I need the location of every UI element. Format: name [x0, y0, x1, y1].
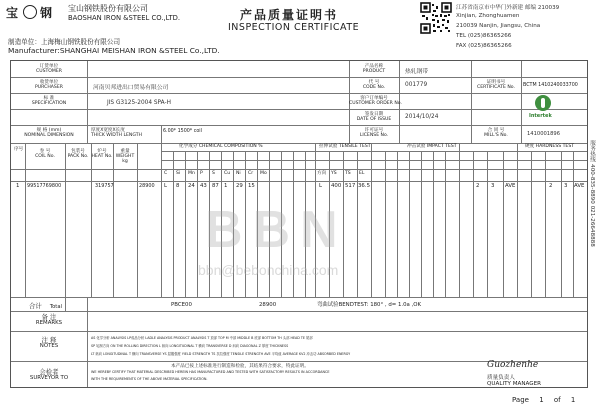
purchaser-value: 河南贝邦进出口贸易有限公司 [93, 85, 169, 91]
row-imp-ave: AVE [505, 183, 516, 189]
purchaser-label-cn: 收货单位 [39, 80, 59, 85]
address-fax: FAX (025)86365266 [456, 43, 512, 49]
product-label-en: PRODUCT [362, 69, 386, 75]
maker-en [8, 46, 220, 55]
qr-code-icon [420, 2, 452, 34]
page-indicator [512, 396, 575, 404]
mill-no-value: 1410001896 [527, 131, 561, 137]
logo-char-bao: 宝 [6, 6, 19, 20]
total-pbce: PBCE00 [171, 302, 192, 308]
remarks-label-en: REMARKS [35, 320, 63, 326]
address-line3: 210039 Nanjin, Jiangsu, China [456, 23, 541, 29]
address-line1: 江苏省南京市中华门外新建 邮编 210039 [456, 5, 560, 11]
row-chem-2: 43 [200, 183, 207, 189]
impact-title: 冲击试验 IMPACT TEST [407, 144, 457, 149]
hardness-title: 硬度 HARDNESS TEST [525, 144, 575, 149]
tensile-head-0: 方向 [317, 171, 327, 176]
dim-label-en: NOMINAL DIMENSION [24, 133, 74, 139]
maker-en-label: Manufacturer: [8, 46, 60, 55]
order-no-label [349, 96, 402, 107]
cert-title-cn: 产品质量证明书 [240, 8, 339, 22]
tensile-head-2: TS [345, 171, 351, 176]
watermark-bbn: BBN [205, 201, 348, 259]
surveyor-label-cn: 会检者 [39, 368, 59, 376]
total-label-cn: 合计 [29, 302, 42, 310]
logo-char-gang: 钢 [40, 6, 53, 20]
cert-label-cn: 证明书号 [486, 80, 506, 85]
row-ys: 400 [331, 183, 342, 189]
row-hard-3: 3 [564, 183, 568, 189]
total-weight: 28900 [259, 302, 277, 308]
purchaser-label [11, 80, 87, 90]
row-imp-2: 2 [476, 183, 480, 189]
col-heat-en: HEAT No. [91, 154, 113, 160]
col-heat [91, 149, 113, 159]
purchaser-label-en: PURCHASER [35, 85, 63, 91]
notes-line2: SP 轧制方向 ON THE ROLLING DIRECTION L 纵向 LONGITUDINAL T 横向 TRANSVERSE D 斜向 DIAGONAL Z 厚度 THICKNESS [91, 344, 289, 348]
row-chem-1: 24 [188, 183, 195, 189]
logo-circle-icon [23, 5, 37, 19]
row-l: L [164, 183, 168, 189]
certificate-no-value: BCTM 1410240033700 [523, 83, 578, 88]
mill-no-label [471, 128, 521, 138]
customer-label [11, 64, 87, 74]
code-value: 001779 [405, 82, 428, 88]
order-label-cn: 客户订单编号 [360, 96, 388, 101]
chem-head-7: Cr [248, 171, 254, 176]
row-imp-3: 3 [491, 183, 495, 189]
product-value: 热轧钢带 [405, 69, 429, 75]
tensile-head-1: YS [331, 171, 337, 176]
baosteel-logo [6, 4, 53, 20]
qm-en: QUALITY MANAGER [487, 381, 542, 387]
col-weight-unit: kg [122, 159, 128, 165]
notes-line3: LT 纵向 LONGITUDINAL T 横向 TRANSVERSE YS 屈服强度 YIELD STRENGTH TS 抗拉强度 TENSILE STRENGTH AVE 平均值 AVERAGE KV2 冲击功 ABSORBED ENERGY [91, 352, 351, 356]
code-label-en: CODE No. [362, 85, 386, 91]
date-label-en: DATE OF ISSUE [356, 117, 392, 123]
intertek-logo [525, 95, 565, 123]
statement-cn: 本产品已按上述标准进行制造和检验，其结果符合要求，特此证明。 [171, 364, 309, 369]
intertek-label: Intertek [529, 113, 552, 119]
maker-cn-label: 制造单位： [8, 38, 41, 46]
dim-sub-en: THICK WIDTH LENGTH [91, 133, 143, 139]
dimension-label [11, 128, 87, 138]
product-label-cn: 产品名称 [364, 64, 384, 69]
col-heat-cn: 炉号 [97, 149, 107, 154]
page-label: Page [512, 396, 529, 404]
notes-label [11, 337, 87, 349]
page-total: 1 [570, 396, 576, 404]
notes-line1: AS 化学分析 ANALYSIS LP成品分析 LADLE ANALYSIS PRODUCT ANALYSIS T 顶部 TOP M 中部 MIDDLE B 底部 BOTTOM TH 头部 HEAD TE 尾部 [91, 336, 313, 340]
qm-cn: 质量负责人 [487, 375, 515, 381]
row-heat: 319757 [95, 183, 114, 189]
code-label [349, 80, 399, 90]
col-pack [65, 149, 91, 159]
row-hard-2: 2 [549, 183, 553, 189]
company-name-en: BAOSHAN IRON &STEEL CO.,LTD. [68, 14, 181, 22]
row-chem-3: 87 [212, 183, 219, 189]
remarks-label [11, 314, 87, 326]
side-hotline: 服务热线 400-835-8890 021-26648888 [589, 140, 595, 247]
page-of: of [553, 396, 561, 404]
row-chem-4: 1 [224, 183, 228, 189]
col-coil-en: COIL No. [35, 154, 55, 160]
chem-head-5: Cu [224, 171, 231, 176]
maker-en-value: SHANGHAI MEISHAN IRON &STEEL Co.,LTD. [59, 46, 220, 55]
order-label-en: CUSTOMER ORDER No. [349, 101, 402, 107]
col-pack-cn: 包装号 [71, 149, 85, 154]
chem-head-2: Mn [188, 171, 195, 176]
chem-head-3: P [200, 171, 203, 176]
date-label-cn: 签发日期 [364, 112, 384, 117]
col-weight-en: WEIGHT [115, 154, 135, 160]
manager-signature: Guozhenhe [487, 360, 539, 370]
surveyor-label [11, 369, 87, 381]
row-hard-ave: AVE [574, 183, 585, 189]
address-line2: Xinjian, Zhonghuamen [456, 13, 520, 19]
mill-label-en: MILL'S No. [484, 133, 508, 139]
cert-label-en: CERTIFICATE No. [477, 85, 515, 91]
chem-head-1: Si [176, 171, 181, 176]
statement-en2: WITH THE REQUIREMENTS OF THE ABOVE MATERIAL SPECIFICATION. [91, 377, 208, 381]
row-chem-6: 15 [248, 183, 255, 189]
col-weight [113, 149, 137, 165]
address-tel: TEL (025)86365266 [456, 33, 512, 39]
dimension-value: 6.00* 1500* coil [163, 129, 202, 134]
tensile-title: 拉伸试验 TENSILE TEST [319, 144, 371, 149]
certificate-no-label [471, 80, 521, 90]
date-issue-label [349, 112, 399, 122]
row-chem-0: 8 [176, 183, 180, 189]
chem-head-4: S [212, 171, 215, 176]
dim-sub-cn: 厚度X宽度X长度 [91, 128, 125, 133]
chem-head-6: Ni [236, 171, 241, 176]
tensile-head-3: EL [359, 171, 365, 176]
spec-label-cn: 标 准 [43, 96, 55, 101]
row-el: 36.5 [358, 183, 371, 189]
row-chem-5: 29 [236, 183, 243, 189]
cert-title-en: INSPECTION CERTIFICATE [228, 22, 360, 33]
row-ts: 517 [345, 183, 356, 189]
code-label-cn: 代 号 [368, 80, 380, 85]
spec-label-en: SPECIFICATION [31, 101, 67, 107]
license-label-en: LICENSE No. [359, 133, 389, 139]
company-name-cn: 宝山钢铁股份有限公司 [68, 4, 148, 13]
surveyor-label-en: SURVEYOR TO [29, 375, 69, 381]
dim-label-cn: 规 格 (mm) [36, 128, 62, 133]
chem-head-8: Mo [260, 171, 267, 176]
col-pack-en: PACK No. [67, 154, 89, 160]
remarks-label-cn: 备 注 [41, 313, 57, 321]
row-weight: 28900 [139, 183, 155, 189]
col-weight-cn: 重量 [120, 149, 130, 154]
specification-label [11, 96, 87, 106]
license-label [349, 128, 399, 138]
row-coil: 99517769800 [27, 183, 62, 189]
maker-cn [8, 36, 120, 46]
statement-en1: WE HEREBY CERTIFY THAT MATERIAL DESCRIBED HEREIN HAS MANUFACTURED AND TESTED WITH SATISFACTORY RESULTS IN ACCORDANCE [91, 370, 330, 374]
chem-title: 化学成分 CHEMICAL COMPOSITION % [179, 144, 263, 149]
col-coil [25, 149, 65, 159]
page-number: 1 [539, 396, 544, 404]
row-seq: 1 [16, 183, 20, 189]
specification-value: JIS G3125-2004 SPA-H [107, 100, 171, 106]
col-seq: 序号 [14, 147, 24, 152]
dimension-sub [91, 128, 142, 138]
chem-head-0: C [164, 171, 168, 176]
notes-label-en: NOTES [39, 343, 59, 349]
maker-cn-value: 上海梅山钢铁股份有限公司 [40, 38, 121, 46]
product-label [349, 64, 399, 74]
customer-label-en: CUSTOMER [36, 69, 62, 75]
row-tensile-dir: L [319, 183, 323, 189]
notes-label-cn: 注 释 [41, 336, 57, 344]
quality-manager-label [487, 373, 541, 387]
mill-label-cn: 合 同 号 [487, 128, 505, 133]
license-label-cn: 许可证号 [364, 128, 384, 133]
date-issue-value: 2014/10/24 [405, 114, 439, 120]
bend-test: 弯曲试验BENDTEST: 180° , d= 1.0a ,OK [317, 302, 422, 308]
total-label-en: Total [49, 304, 62, 310]
total-label [29, 301, 62, 310]
col-coil-cn: 卷 号 [39, 149, 51, 154]
customer-label-cn: 订货单位 [39, 64, 59, 69]
watermark-email: bbn@bebonchina.com [198, 262, 339, 278]
